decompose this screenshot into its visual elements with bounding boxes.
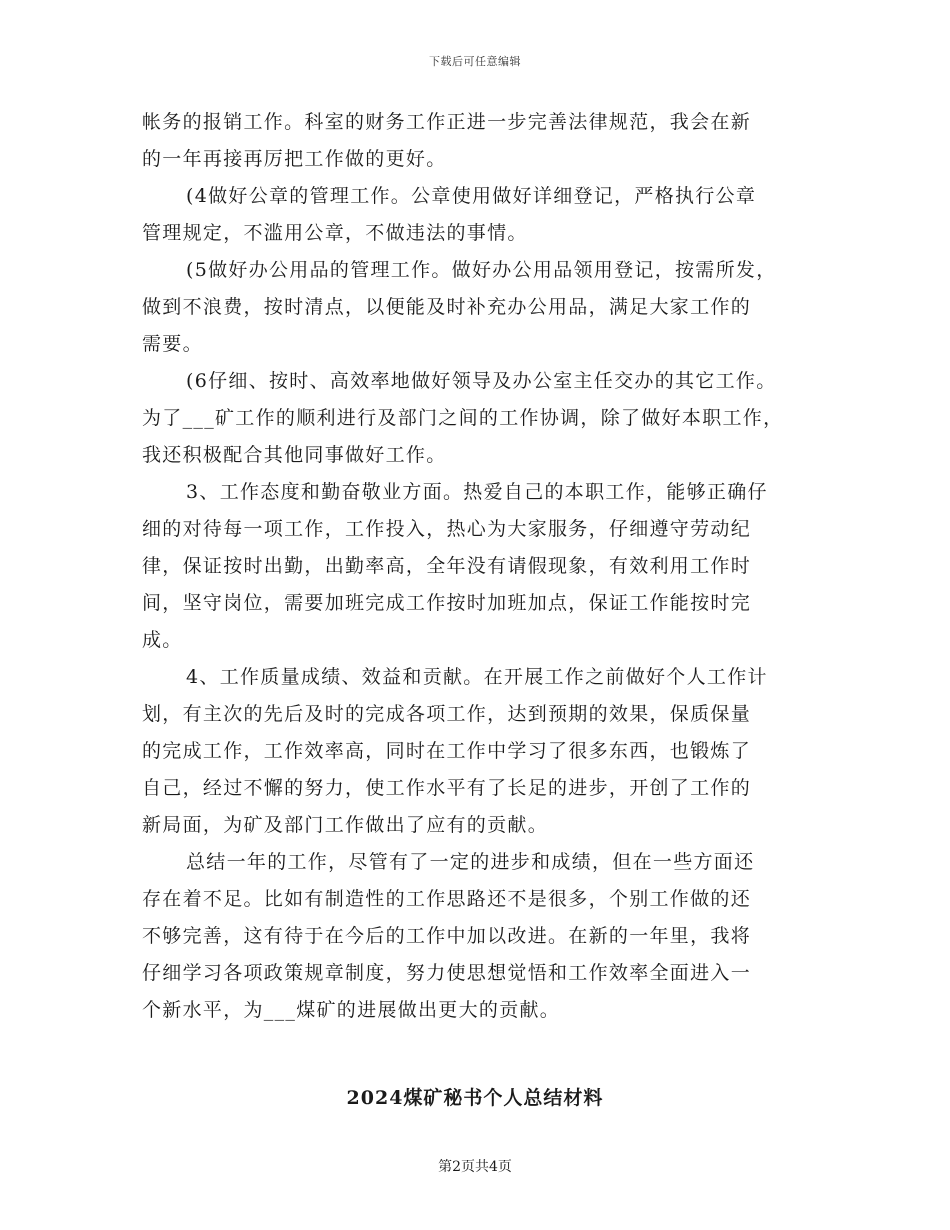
text-line: 新局面，为矿及部门工作做出了应有的贡献。 [142,814,549,836]
text-line: (5做好办公用品的管理工作。做好办公用品领用登记，按需所发， [186,259,777,281]
text-line: 的完成工作，工作效率高，同时在工作中学习了很多东西，也锻炼了 [142,740,752,762]
text-line: 仔细学习各项政策规章制度，努力使思想觉悟和工作效率全面进入一 [142,962,752,984]
text-line: 个新水平，为___煤矿的进展做出更大的贡献。 [142,999,561,1021]
text-line: 自己，经过不懈的努力，使工作水平有了长足的进步，开创了工作的 [142,777,752,799]
text-line: 不够完善，这有待于在今后的工作中加以改进。在新的一年里，我将 [142,925,752,947]
text-line: 帐务的报销工作。科室的财务工作正进一步完善法律规范，我会在新 [142,111,752,133]
page-footer: 第2页共4页 [438,1159,512,1175]
text-line: 间，坚守岗位，需要加班完成工作按时加班加点，保证工作能按时完 [142,592,752,614]
text-line: 成。 [142,629,183,651]
text-line: 细的对待每一项工作，工作投入，热心为大家服务，仔细遵守劳动纪 [142,518,752,540]
text-line: 的一年再接再厉把工作做的更好。 [142,148,447,170]
text-line: 做到不浪费，按时清点，以便能及时补充办公用品，满足大家工作的 [142,296,752,318]
text-line: 存在着不足。比如有制造性的工作思路还不是很多，个别工作做的还 [142,888,752,910]
text-line: 我还积极配合其他同事做好工作。 [142,444,447,466]
text-line: 划，有主次的先后及时的完成各项工作，达到预期的效果，保质保量 [142,703,752,725]
text-line: (4做好公章的管理工作。公章使用做好详细登记，严格执行公章 [186,185,757,207]
header-note: 下载后可任意编辑 [429,55,521,68]
text-line: 总结一年的工作，尽管有了一定的进步和成绩，但在一些方面还 [186,851,755,873]
text-line: (6仔细、按时、高效率地做好领导及办公室主任交办的其它工作。 [186,370,777,392]
document-body [142,104,814,1029]
text-line: 需要。 [142,333,203,355]
text-line: 3、工作态度和勤奋敬业方面。热爱自己的本职工作，能够正确仔 [186,481,768,503]
text-line: 管理规定，不滥用公章，不做违法的事情。 [142,222,528,244]
section-title: 2024煤矿秘书个人总结材料 [346,1087,604,1109]
text-line: 律，保证按时出勤，出勤率高，全年没有请假现象，有效利用工作时 [142,555,752,577]
text-line: 4、工作质量成绩、效益和贡献。在开展工作之前做好个人工作计 [186,666,768,688]
text-line: 为了___矿工作的顺利进行及部门之间的工作协调，除了做好本职工作， [142,407,784,429]
